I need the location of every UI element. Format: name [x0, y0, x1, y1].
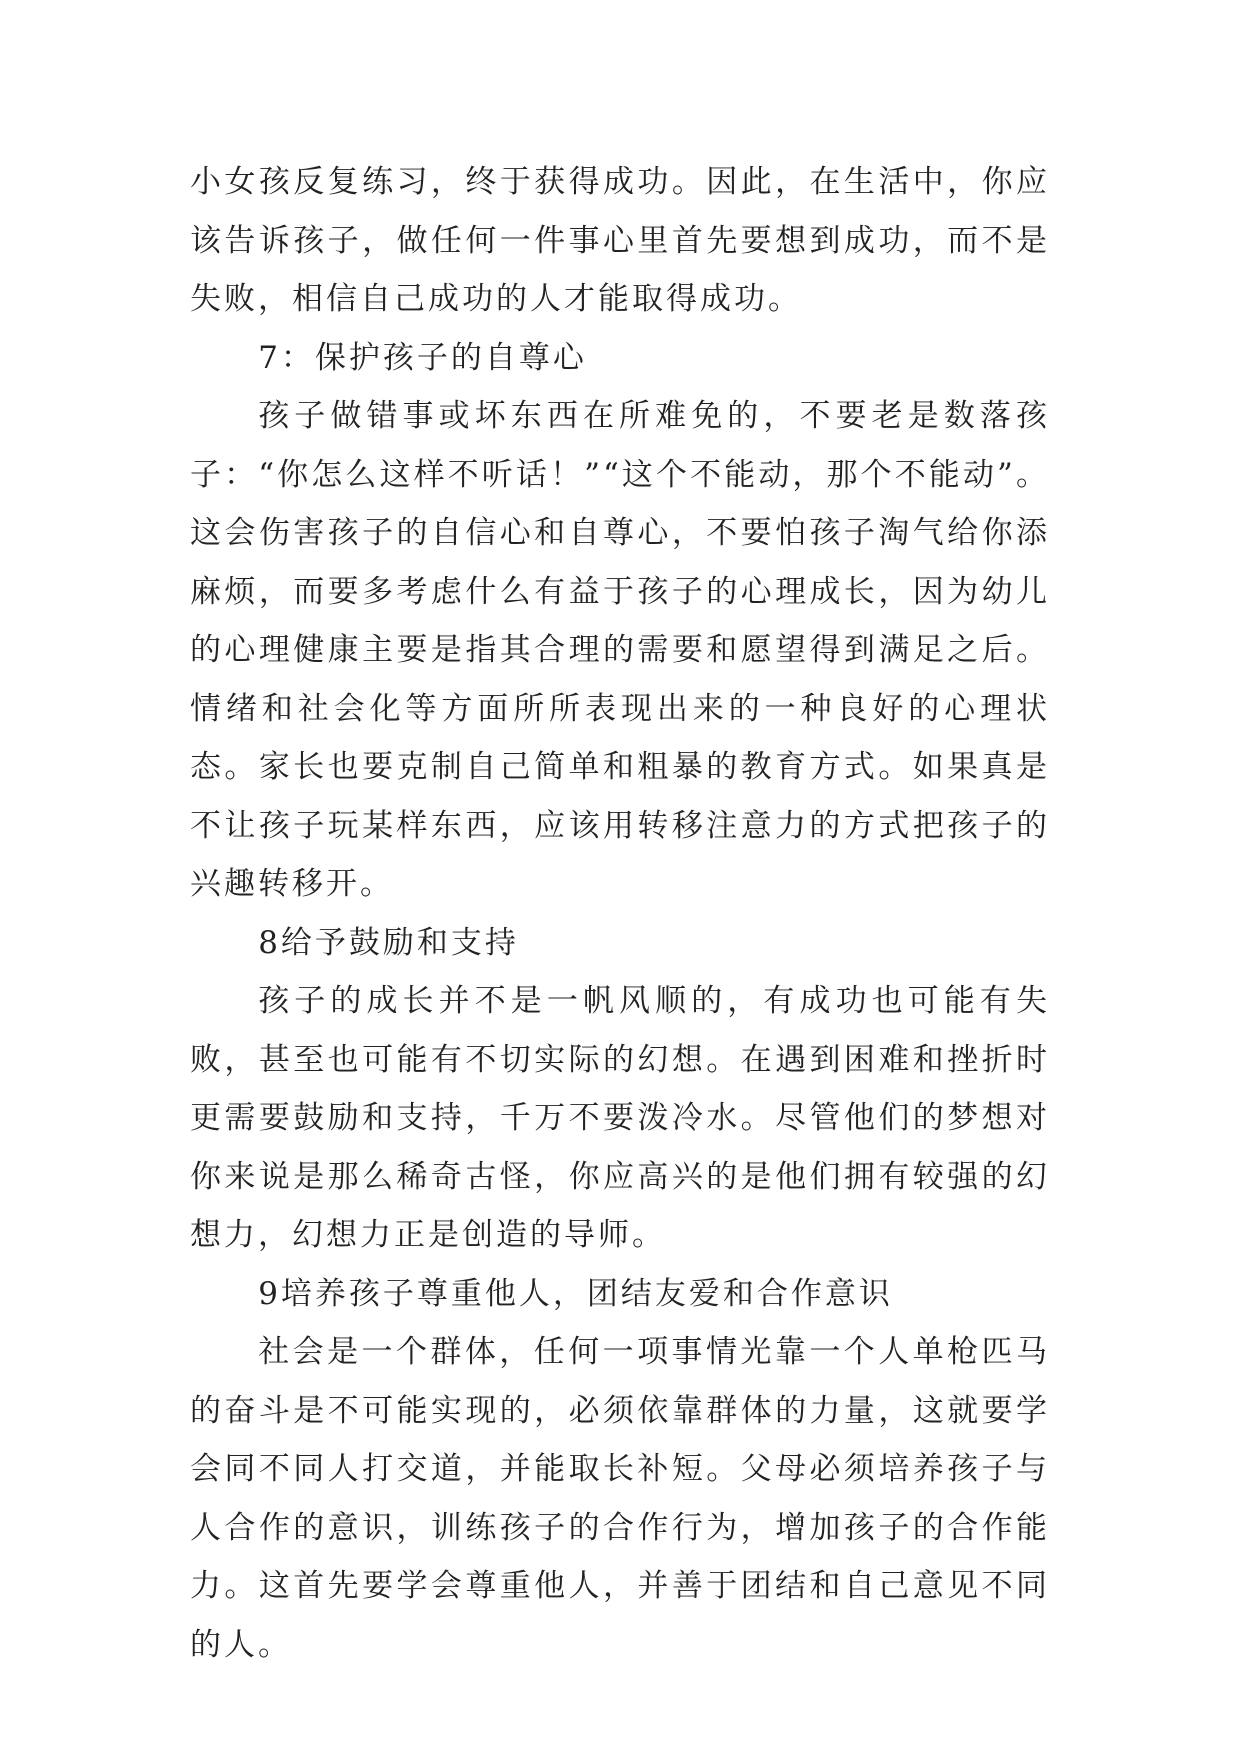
paragraph-continued: 小女孩反复练习，终于获得成功。因此，在生活中，你应该告诉孩子，做任何一件事心里首先要想到成功，而不是失败，相信自己成功的人才能取得成功。: [190, 164, 1050, 317]
paragraph-cooperation: 社会是一个群体，任何一项事情光靠一个人单枪匹马的奋斗是不可能实现的，必须依靠群体的力量，这就要学会同不同人打交道，并能取长补短。父母必须培养孩子与人合作的意识，训练孩子的合作行为，增加孩子的合作能力。这首先要学会尊重他人，并善于团结和自己意见不同的人。: [190, 1334, 1050, 1663]
section-heading-8: 8给予鼓励和支持: [258, 924, 519, 961]
section-heading-7: 7：保护孩子的自尊心: [258, 339, 587, 376]
document-body: [190, 153, 1050, 1674]
paragraph-encouragement: 孩子的成长并不是一帆风顺的，有成功也可能有失败，甚至也可能有不切实际的幻想。在遇到困难和挫折时更需要鼓励和支持，千万不要泼冷水。尽管他们的梦想对你来说是那么稀奇古怪，你应高兴的是他们拥有较强的幻想力，幻想力正是创造的导师。: [190, 983, 1050, 1253]
section-heading-9: 9培养孩子尊重他人，团结友爱和合作意识: [258, 1275, 893, 1312]
paragraph-self-esteem: 孩子做错事或坏东西在所难免的，不要老是数落孩子：“你怎么这样不听话！”“这个不能动，那个不能动”。这会伤害孩子的自信心和自尊心，不要怕孩子淘气给你添麻烦，而要多考虑什么有益于孩子的心理成长，因为幼儿的心理健康主要是指其合理的需要和愿望得到满足之后。情绪和社会化等方面所所表现出来的一种良好的心理状态。家长也要克制自己简单和粗暴的教育方式。如果真是不让孩子玩某样东西，应该用转移注意力的方式把孩子的兴趣转移开。: [190, 398, 1050, 902]
